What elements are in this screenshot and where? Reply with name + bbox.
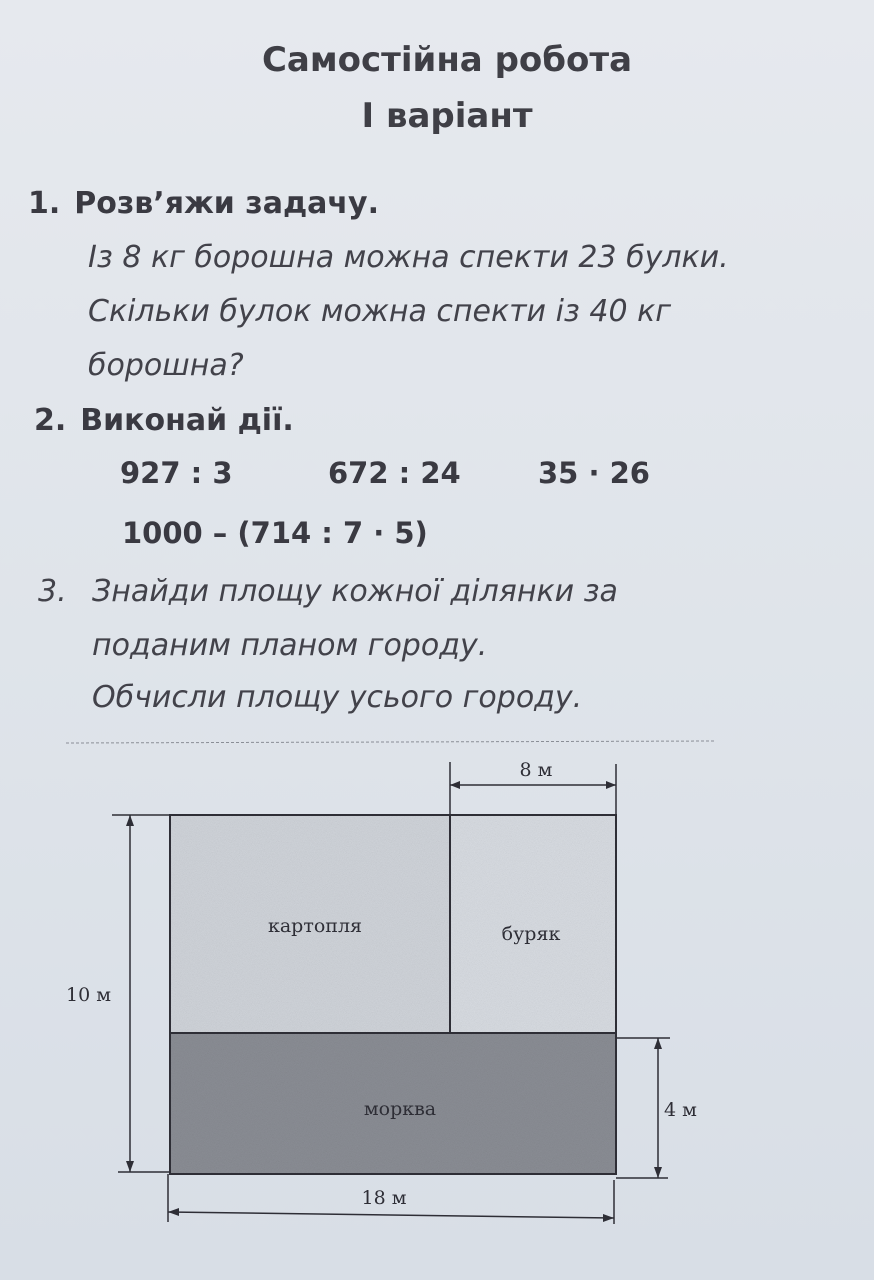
right-dimension-label: 4 м — [664, 1099, 697, 1121]
expression-1: 927 : 3 — [120, 456, 233, 490]
page-title: Самостійна робота — [261, 40, 633, 80]
top-dimension-label: 8 м — [519, 759, 553, 781]
variant-label: І варіант — [361, 96, 533, 136]
potato-label: картопля — [267, 915, 363, 937]
right-dim-arrow-bottom — [654, 1167, 662, 1178]
left-dimension-label: 10 м — [66, 984, 111, 1006]
top-dim-arrow-right — [606, 781, 616, 789]
task1-number: 1. — [28, 186, 61, 221]
task1-heading — [28, 186, 379, 221]
task1-title: Розв’яжи задачу. — [74, 186, 379, 221]
garden-plan — [0, 720, 874, 1280]
right-dim-arrow-top — [654, 1038, 662, 1049]
beet-label: буряк — [501, 923, 561, 945]
task3-text-1: Знайди площу кожної ділянки за — [92, 574, 618, 609]
expression-3: 35 · 26 — [538, 456, 650, 490]
left-dim-arrow-top — [126, 815, 134, 826]
task3-line-1 — [38, 574, 618, 609]
task2-heading — [34, 403, 294, 438]
task3-line-3: Обчисли площу усього городу. — [92, 680, 583, 715]
expression-4: 1000 – (714 : 7 · 5) — [122, 516, 428, 550]
top-dim-arrow-left — [450, 781, 460, 789]
bottom-dim-arrow-left — [168, 1208, 179, 1216]
task3-line-2: поданим планом городу. — [92, 628, 488, 663]
bottom-dim-arrow-right — [603, 1214, 614, 1222]
expression-2: 672 : 24 — [328, 456, 461, 490]
task3-number: 3. — [38, 574, 67, 609]
bottom-dimension-label: 18 м — [361, 1187, 407, 1209]
task2-number: 2. — [34, 403, 67, 438]
task1-line-3: борошна? — [88, 348, 244, 383]
left-dim-arrow-bottom — [126, 1161, 134, 1172]
task1-line-1: Із 8 кг борошна можна спекти 23 булки. — [88, 240, 729, 275]
task1-line-2: Скільки булок можна спекти із 40 кг — [88, 294, 672, 329]
separator-line — [66, 741, 714, 743]
task2-title: Виконай дії. — [80, 403, 294, 438]
carrot-label: морква — [363, 1098, 437, 1120]
bottom-dim-line — [168, 1212, 614, 1218]
